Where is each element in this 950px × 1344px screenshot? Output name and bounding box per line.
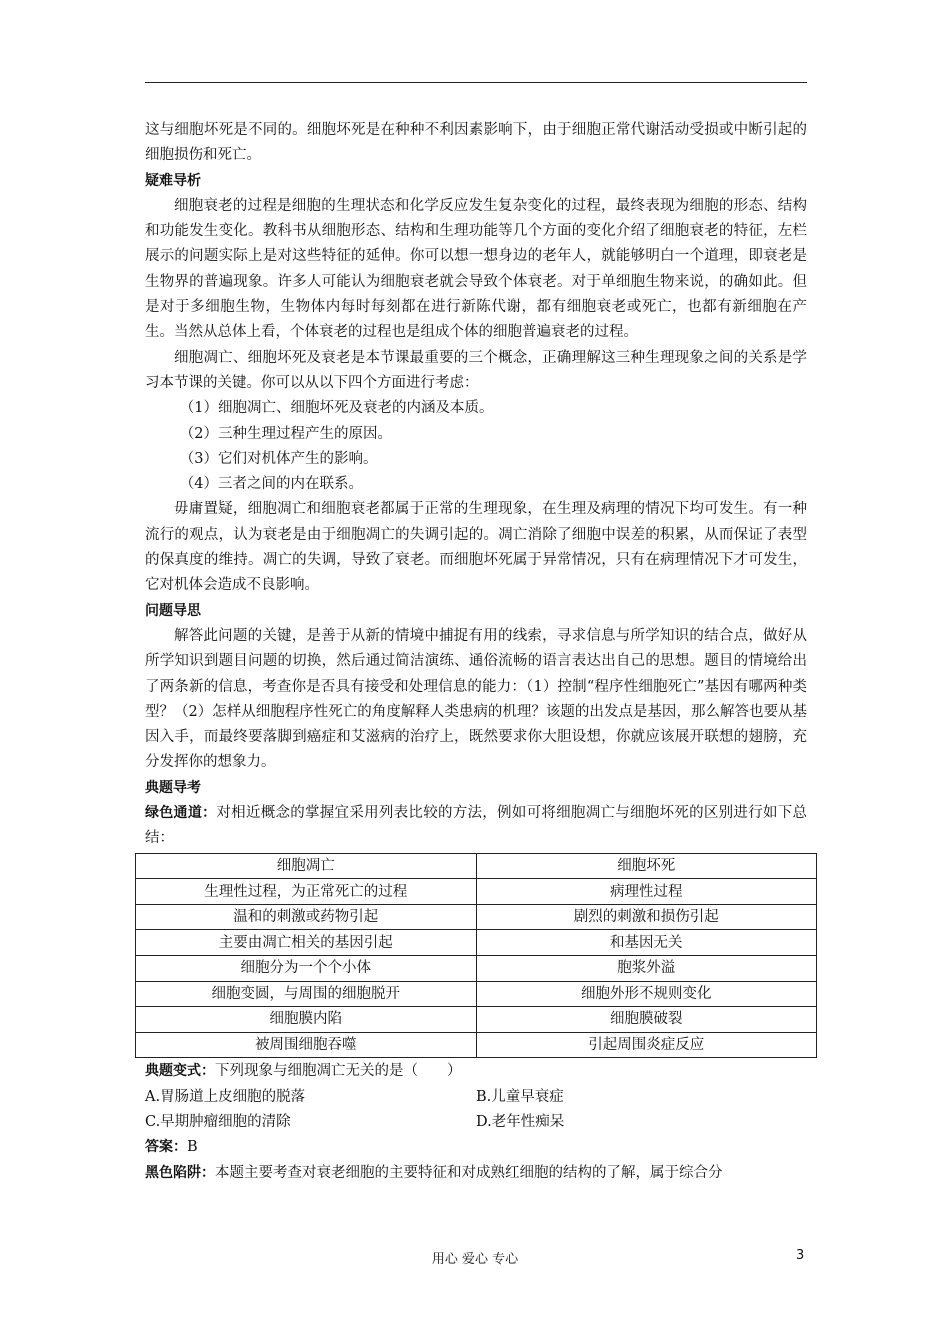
black-trap-label: 黑色陷阱：: [145, 1164, 215, 1181]
page-content: [145, 118, 807, 1186]
table-cell: 细胞坏死: [476, 853, 817, 879]
green-channel-paragraph: [145, 801, 807, 852]
variant-text: 下列现象与细胞凋亡无关的是（ ）: [215, 1063, 462, 1080]
analysis-item-4: （4）三者之间的内在联系。: [179, 476, 364, 493]
footer-text: 用心 爱心 专心: [431, 1252, 519, 1267]
option-c: C.早期肿瘤细胞的清除: [145, 1113, 291, 1130]
analysis-item-2: （2）三种生理过程产生的原因。: [179, 425, 393, 442]
table-row: [136, 981, 817, 1007]
table-cell: 细胞变圆，与周围的细胞脱开: [136, 981, 477, 1007]
table-cell: 胞浆外溢: [476, 955, 817, 981]
table-row: [136, 853, 817, 879]
table-cell: 病理性过程: [476, 879, 817, 905]
analysis-item-1: （1）细胞凋亡、细胞坏死及衰老的内涵及本质。: [179, 400, 494, 417]
thinking-paragraph: 解答此问题的关键，是善于从新的情境中捕捉有用的线索，寻求信息与所学知识的结合点，做好从所学知识到题目问题的切换，然后通过简洁演练、通俗流畅的语言表达出自己的思想。题目的情境给出了两条新的信息，考查你是否具有接受和处理信息的能力：（1）控制“程序性细胞死亡”基因有哪两种类型？（2）怎样从细胞程序性死亡的角度解释人类患病的机理？该题的出发点是基因，那么解答也要从基因入手，而最终要落脚到癌症和艾滋病的治疗上，既然要求你大胆设想，你就应该展开联想的翅膀，充分发挥你的想象力。: [145, 627, 807, 771]
table-row: [136, 1032, 817, 1058]
table-row: [136, 904, 817, 930]
heading-thinking: 问题导思: [145, 602, 201, 619]
table-cell: 细胞膜破裂: [476, 1007, 817, 1033]
analysis-paragraph-1: 细胞衰老的过程是细胞的生理状态和化学反应发生复杂变化的过程，最终表现为细胞的形态、结构和功能发生变化。教科书从细胞形态、结构和生理功能等几个方面的变化介绍了细胞衰老的特征，左栏展示的问题实际上是对这些特征的延伸。你可以想一想身边的老年人，就能够明白一个道理，即衰老是生物界的普遍现象。许多人可能认为细胞衰老就会导致个体衰老。对于单细胞生物来说，的确如此。但是对于多细胞生物，生物体内每时每刻都在进行新陈代谢，都有细胞衰老或死亡，也都有新细胞在产生。当然从总体上看，个体衰老的过程也是组成个体的细胞普遍衰老的过程。: [145, 197, 807, 341]
options-row-1: [145, 1085, 807, 1110]
table-cell: 被周围细胞吞噬: [136, 1032, 477, 1058]
table-cell: 引起周围炎症反应: [476, 1032, 817, 1058]
answer-label: 答案：: [145, 1139, 187, 1156]
option-a: A.胃肠道上皮细胞的脱落: [145, 1088, 306, 1105]
green-channel-text: 对相近概念的掌握宜采用列表比较的方法，例如可将细胞凋亡与细胞坏死的区别进行如下总结：: [145, 805, 808, 847]
table-cell: 细胞凋亡: [136, 853, 477, 879]
table-row: [136, 879, 817, 905]
page-number: 3: [796, 1248, 805, 1263]
black-trap-text: 本题主要考查对衰老细胞的主要特征和对成熟红细胞的结构的了解，属于综合分: [215, 1164, 723, 1181]
heading-analysis: 疑难导析: [145, 172, 201, 189]
analysis-item-3: （3）它们对机体产生的影响。: [179, 450, 378, 467]
heading-exam: 典题导考: [145, 779, 201, 796]
table-row: [136, 930, 817, 956]
black-trap-paragraph: [145, 1161, 807, 1186]
answer-text: B: [187, 1139, 198, 1156]
comparison-table: [135, 853, 817, 1059]
table-cell: 生理性过程，为正常死亡的过程: [136, 879, 477, 905]
table-cell: 和基因无关: [476, 930, 817, 956]
analysis-paragraph-2: 细胞凋亡、细胞坏死及衰老是本节课最重要的三个概念，正确理解这三种生理现象之间的关系是学习本节课的关键。你可以从以下四个方面进行考虑：: [145, 349, 807, 391]
table-cell: 主要由凋亡相关的基因引起: [136, 930, 477, 956]
table-row: [136, 955, 817, 981]
table-cell: 细胞外形不规则变化: [476, 981, 817, 1007]
table-cell: 细胞分为一个个小体: [136, 955, 477, 981]
options-row-2: [145, 1110, 807, 1135]
intro-paragraph: 这与细胞坏死是不同的。细胞坏死是在种种不利因素影响下，由于细胞正常代谢活动受损或中断引起的细胞损伤和死亡。: [145, 122, 807, 164]
option-b: B.儿童早衰症: [476, 1088, 564, 1105]
table-cell: 温和的刺激或药物引起: [136, 904, 477, 930]
analysis-paragraph-3: 毋庸置疑，细胞凋亡和细胞衰老都属于正常的生理现象，在生理及病理的情况下均可发生。有一种流行的观点，认为衰老是由于细胞凋亡的失调引起的。凋亡消除了细胞中误差的积累，从而保证了表型的保真度的维持。凋亡的失调，导致了衰老。而细胞坏死属于异常情况，只有在病理情况下才可发生，它对机体会造成不良影响。: [145, 501, 807, 594]
green-channel-label: 绿色通道：: [145, 805, 217, 822]
table-cell: 剧烈的刺激和损伤引起: [476, 904, 817, 930]
header-rule: [145, 82, 807, 83]
option-d: D.老年性痴呆: [476, 1113, 565, 1130]
table-row: [136, 1007, 817, 1033]
table-cell: 细胞膜内陷: [136, 1007, 477, 1033]
answer-line: [145, 1135, 807, 1160]
variant-label: 典题变式：: [145, 1063, 215, 1080]
variant-question: [145, 1059, 807, 1084]
